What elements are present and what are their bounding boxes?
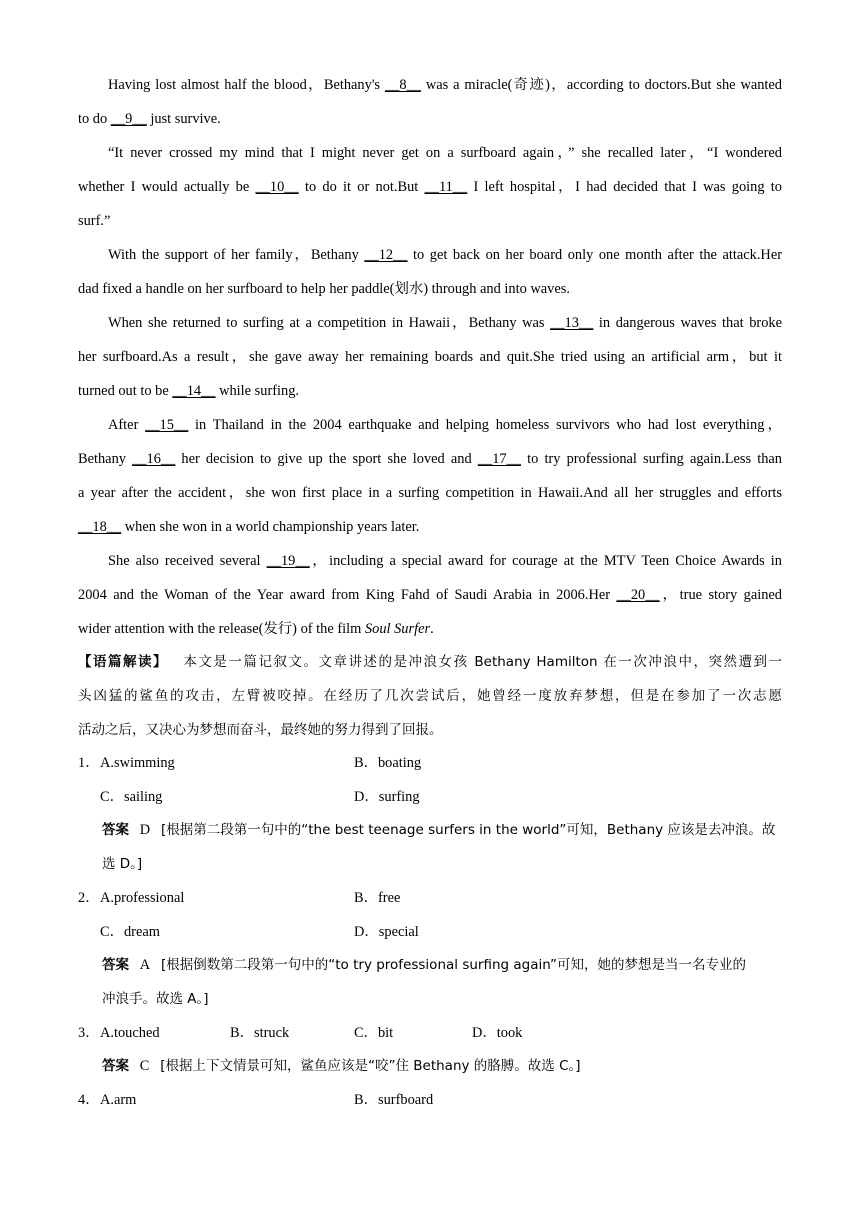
answer-line <box>102 820 782 840</box>
option-c: C．dream <box>100 924 160 940</box>
option-a: A.arm <box>100 1092 137 1108</box>
answer-letter: D <box>139 822 151 838</box>
answer-explanation: [根据上下文情景可知，鲨鱼应该是“咬”住 Bethany 的胳膊。故选 C。] <box>160 1058 581 1074</box>
passage-line: surf.” <box>78 213 111 229</box>
passage-line: 2004 and the Woman of the Year award from King Fahd of Saudi Arabia in 2006.Her __20__，true story gained <box>78 587 782 603</box>
analysis-line: 【语篇解读】 本文是一篇记叙文。文章讲述的是冲浪女孩 Bethany Hamilton 在一次冲浪中，突然遭到一 <box>78 654 783 670</box>
passage-line: After __15__ in Thailand in the 2004 earthquake and helping homeless survivors who had lost everything， <box>108 417 782 433</box>
passage-line: With the support of her family，Bethany __12__ to get back on her board only one month after the attack.Her <box>108 247 783 263</box>
analysis-line: 活动之后，又决心为梦想而奋斗，最终她的努力得到了回报。 <box>78 722 443 738</box>
blank-13: __13__ <box>550 315 594 331</box>
passage-line: whether I would actually be __10__ to do it or not.But __11__ I left hospital，I had decided that I was going to <box>78 179 782 195</box>
answer-line <box>102 1056 581 1076</box>
option-d: D．surfing <box>354 789 420 805</box>
answer-explanation: 选 D。] <box>102 856 143 872</box>
passage-line: Having lost almost half the blood，Bethany's __8__ was a miracle(奇迹)，according to doctors.But she wanted <box>108 77 782 93</box>
answer-letter: A <box>139 957 151 973</box>
question-number: 2． <box>78 890 100 906</box>
passage-line: “It never crossed my mind that I might never get on a surfboard again，” she recalled later，“I wondered <box>108 145 782 161</box>
blank-19: __19__ <box>266 553 310 569</box>
answer-explanation: [根据第二段第一句中的“the best teenage surfers in the world”可知，Bethany 应该是去冲浪。故 <box>161 822 776 838</box>
question-number: 1． <box>78 755 100 771</box>
option-c: C．bit <box>354 1025 394 1041</box>
passage-line: her surfboard.As a result，she gave away her remaining boards and quit.She tried using an artificial arm，but it <box>78 349 782 365</box>
passage-line: a year after the accident，she won first place in a surfing competition in Hawaii.And all her struggles and efforts <box>78 485 782 501</box>
option-a: A.touched <box>100 1025 160 1041</box>
option-d: D．special <box>354 924 419 940</box>
passage-line: She also received several __19__，including a special award for courage at the MTV Teen Choice Awards in <box>108 553 782 569</box>
question-number: 4． <box>78 1092 100 1108</box>
option-a: A.swimming <box>100 755 175 771</box>
question-number: 3． <box>78 1025 100 1041</box>
option-b: B．struck <box>230 1025 290 1041</box>
blank-20: __20__ <box>616 587 660 603</box>
film-title: Soul Surfer <box>364 621 431 637</box>
passage-line: When she returned to surfing at a competition in Hawaii，Bethany was __13__ in dangerous waves that broke <box>108 315 782 331</box>
answer-label: 答案 <box>102 1058 129 1074</box>
option-c: C．sailing <box>100 789 163 805</box>
blank-12: __12__ <box>364 247 408 263</box>
answer-explanation: 冲浪手。故选 A。] <box>102 991 209 1007</box>
answer-label: 答案 <box>102 822 129 838</box>
blank-15: __15__ <box>145 417 189 433</box>
analysis-line: 头凶猛的鲨鱼的攻击，左臂被咬掉。在经历了几次尝试后，她曾经一度放弃梦想，但是在参加了一次志愿 <box>78 688 782 704</box>
answer-explanation: [根据倒数第二段第一句中的“to try professional surfing again”可知，她的梦想是当一名专业的 <box>161 957 747 973</box>
answer-label: 答案 <box>102 957 129 973</box>
option-b: B．boating <box>354 755 422 771</box>
passage-line: wider attention with the release(发行) of the film Soul Surfer. <box>78 621 434 637</box>
passage-line: to do __9__ just survive. <box>78 111 221 127</box>
option-a: A.professional <box>100 890 185 906</box>
option-b: B．free <box>354 890 401 906</box>
passage-line: __18__ when she won in a world championship years later. <box>78 519 420 535</box>
answer-line <box>102 955 782 975</box>
blank-14: __14__ <box>172 383 216 399</box>
option-b: B．surfboard <box>354 1092 434 1108</box>
blank-17: __17__ <box>477 451 521 467</box>
blank-8: __8__ <box>384 77 421 93</box>
passage-line: turned out to be __14__ while surfing. <box>78 383 300 399</box>
answer-letter: C <box>139 1058 150 1074</box>
passage-line: Bethany __16__ her decision to give up the sport she loved and __17__ to try professional surfing again.Less than <box>78 451 782 467</box>
blank-9: __9__ <box>110 111 147 127</box>
blank-10: __10__ <box>255 179 299 195</box>
blank-11: __11__ <box>424 179 468 195</box>
blank-18: __18__ <box>78 519 122 535</box>
option-d: D．took <box>472 1025 523 1041</box>
passage-line: dad fixed a handle on her surfboard to help her paddle(划水) through and into waves. <box>78 281 570 297</box>
blank-16: __16__ <box>132 451 176 467</box>
analysis-label: 【语篇解读】 <box>78 654 169 670</box>
